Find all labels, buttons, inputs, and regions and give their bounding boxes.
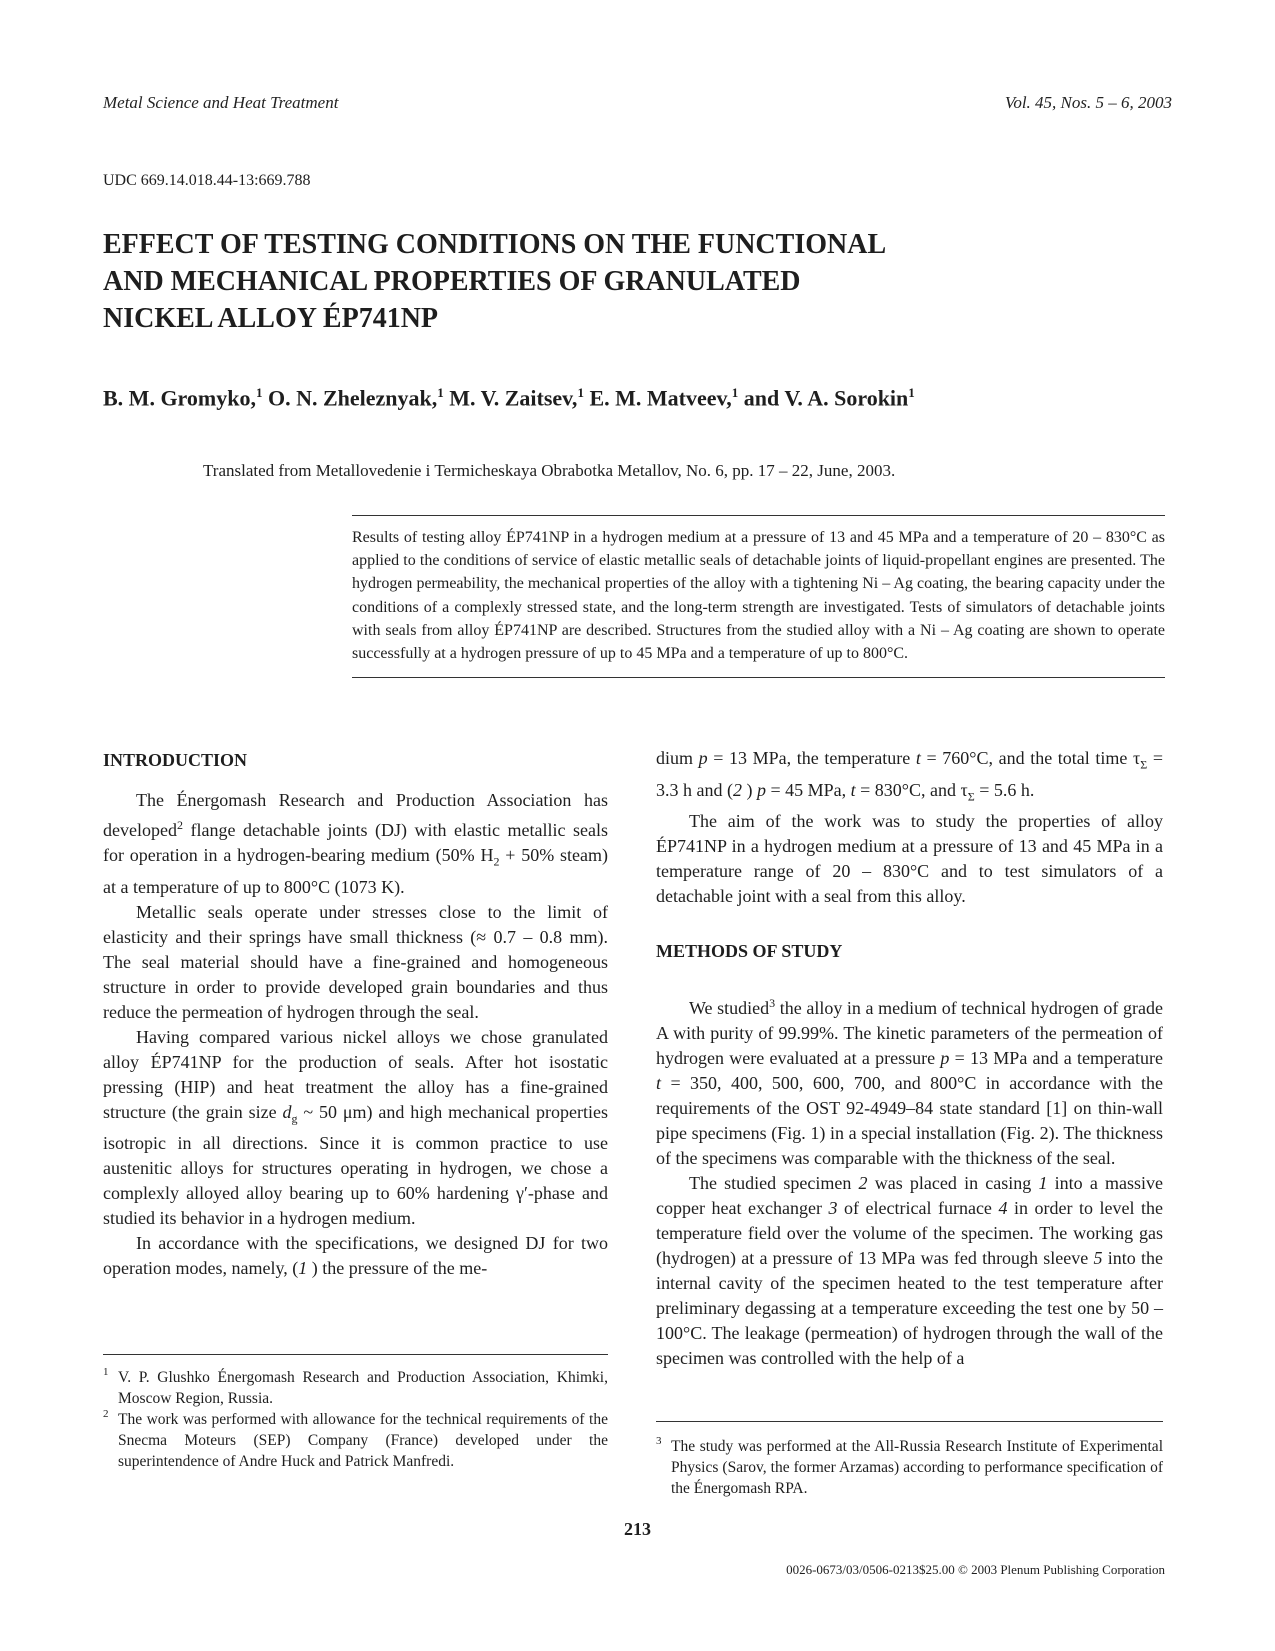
footnote [103, 1367, 608, 1409]
author-affiliation-mark: 1 [437, 385, 444, 400]
footnote-mark: 2 [103, 1408, 109, 1420]
paragraph: Having compared various nickel alloys we chose granulated alloy ÉP741NP for the production of seals. After hot isostatic pressing (HIP) and heat treatment the alloy has a fine-grained structure (the grain size $d_g$ ~ 50 μm) and high mechanical properties isotropic in all directions. Since it is common practice to use austenitic alloys for structures operating in hydrogen, we chose a complexly alloyed alloy bearing up to 60% hardening γ′-phase and studied its behavior in a hydrogen medium. [103, 1026, 608, 1229]
footnotes-left [103, 1354, 608, 1472]
article-title [103, 226, 1003, 337]
author-name: B. M. Gromyko, [103, 385, 256, 411]
author-name: E. M. Matveev, [589, 385, 732, 411]
translation-note: Translated from Metallovedenie i Termicheskaya Obrabotka Metallov, No. 6, pp. 17 – 22, June, 2003. [203, 461, 896, 480]
footnotes-right [656, 1421, 1163, 1499]
author-name: and V. A. Sorokin [743, 385, 909, 411]
paragraph-continued: dium p = 13 MPa, the temperature t = 760°C, and the total time $\tau_\Sigma = 3.3$ h and (2 ) p = 45 MPa, t = 830°C, and $\tau_\Sigma = 5.6$ h. [656, 748, 1163, 804]
author-affiliation-mark: 1 [731, 385, 739, 400]
paragraph: The aim of the work was to study the properties of alloy ÉP741NP in a hydrogen medium at a pressure of 13 and 45 MPa in a temperature range of 20 – 830°C and to test simulators of a detachable joint with a seal from this alloy. [656, 811, 1163, 907]
journal-name: Metal Science and Heat Treatment [103, 93, 339, 112]
footnote-divider [656, 1421, 1163, 1422]
footnote [103, 1409, 608, 1472]
paragraph: The studied specimen 2 was placed in casing 1 into a massive copper heat exchanger 3 of electrical furnace 4 in order to level the temperature field over the volume of the specimen. The working gas (hydrogen) at a pressure of 13 MPa was fed through sleeve 5 into the internal cavity of the specimen heated to the test temperature after preliminary degassing at a temperature exceeding the test one by 50 – 100°C. The leakage (permeation) of hydrogen through the wall of the specimen was controlled with the help of a [656, 1173, 1164, 1369]
footnote-mark: 1 [103, 1366, 109, 1378]
section-heading-methods: METHODS OF STUDY [656, 941, 843, 962]
footnote-ref: 2 [176, 818, 183, 832]
left-column [103, 748, 608, 1281]
abstract: Results of testing alloy ÉP741NP in a hydrogen medium at a pressure of 13 and 45 MPa and a temperature of 20 – 830°C as applied to the conditions of service of elastic metallic seals of detachable joints of liquid-propellant engines are presented. The hydrogen permeability, the mechanical properties of the alloy with a tightening Ni – Ag coating, the bearing capacity under the conditions of a complexly stressed state, and the long-term strength are investigated. Tests of simulators of detachable joints with seals from alloy ÉP741NP are described. Structures from the studied alloy with a Ni – Ag coating are shown to operate successfully at a hydrogen pressure of up to 45 MPa and a temperature of up to 800°C. [352, 515, 1165, 678]
paragraph: In accordance with the specifications, we designed DJ for two operation modes, namely, (1 ) the pressure of the me- [103, 1233, 608, 1279]
author-list [103, 385, 915, 411]
footnote-divider [103, 1354, 608, 1355]
author-name: O. N. Zheleznyak, [267, 385, 438, 411]
author-affiliation-mark: 1 [255, 385, 263, 400]
author-affiliation-mark: 1 [908, 385, 915, 400]
footnote [656, 1436, 1163, 1499]
footnote-text: The work was performed with allowance for the technical requirements of the Snecma Moteurs (SEP) Company (France) developed under the superintendence of Andre Huck and Patrick Manfredi. [118, 1411, 608, 1470]
title-line: NICKEL ALLOY ÉP741NP [103, 303, 439, 334]
footnote-text: V. P. Glushko Énergomash Research and Production Association, Khimki, Moscow Region, Russia. [118, 1369, 608, 1407]
title-line: AND MECHANICAL PROPERTIES OF GRANULATED [103, 266, 801, 297]
title-line: EFFECT OF TESTING CONDITIONS ON THE FUNCTIONAL [103, 229, 887, 260]
footnote-mark: 3 [656, 1435, 662, 1447]
copyright-line: 0026-0673/03/0506-0213$25.00 © 2003 Plenum Publishing Corporation [786, 1562, 1165, 1577]
right-column [656, 746, 1163, 1371]
page-number: 213 [624, 1519, 651, 1539]
paragraph: The Énergomash Research and Production Association has developed$^2$ flange detachable joints (DJ) with elastic metallic seals for operation in a hydrogen-bearing medium (50% $H_2 + 50\%$ steam) at a temperature of up to 800°C (1073 K). [103, 790, 609, 897]
paragraph: Metallic seals operate under stresses close to the limit of elasticity and their springs have small thickness (≈ 0.7 – 0.8 mm). The seal material should have a fine-grained and homogeneous structure in order to provide developed grain boundaries and thus reduce the permeation of hydrogen through the seal. [103, 901, 608, 1022]
author-affiliation-mark: 1 [577, 385, 584, 400]
author-name: M. V. Zaitsev, [449, 385, 578, 411]
footnote-text: The study was performed at the All-Russia Research Institute of Experimental Physics (Sarov, the former Arzamas) according to performance specification of the Énergomash RPA. [671, 1438, 1163, 1497]
paragraph: We studied$^3$ the alloy in a medium of technical hydrogen of grade A with purity of 99.99%. The kinetic parameters of the permeation of hydrogen were evaluated at a pressure p = 13 MPa and a temperature t = 350, 400, 500, 600, 700, and 800°C in accordance with the requirements of the OST 92-4949–84 state standard [1] on thin-wall pipe specimens (Fig. 1) in a special installation (Fig. 2). The thickness of the specimens was comparable with the thickness of the seal. [656, 996, 1163, 1169]
section-heading-introduction: INTRODUCTION [103, 750, 248, 770]
udc-code: UDC 669.14.018.44-13:669.788 [103, 172, 311, 189]
footnote-ref: 3 [769, 996, 776, 1011]
volume-info: Vol. 45, Nos. 5 – 6, 2003 [1004, 93, 1172, 112]
